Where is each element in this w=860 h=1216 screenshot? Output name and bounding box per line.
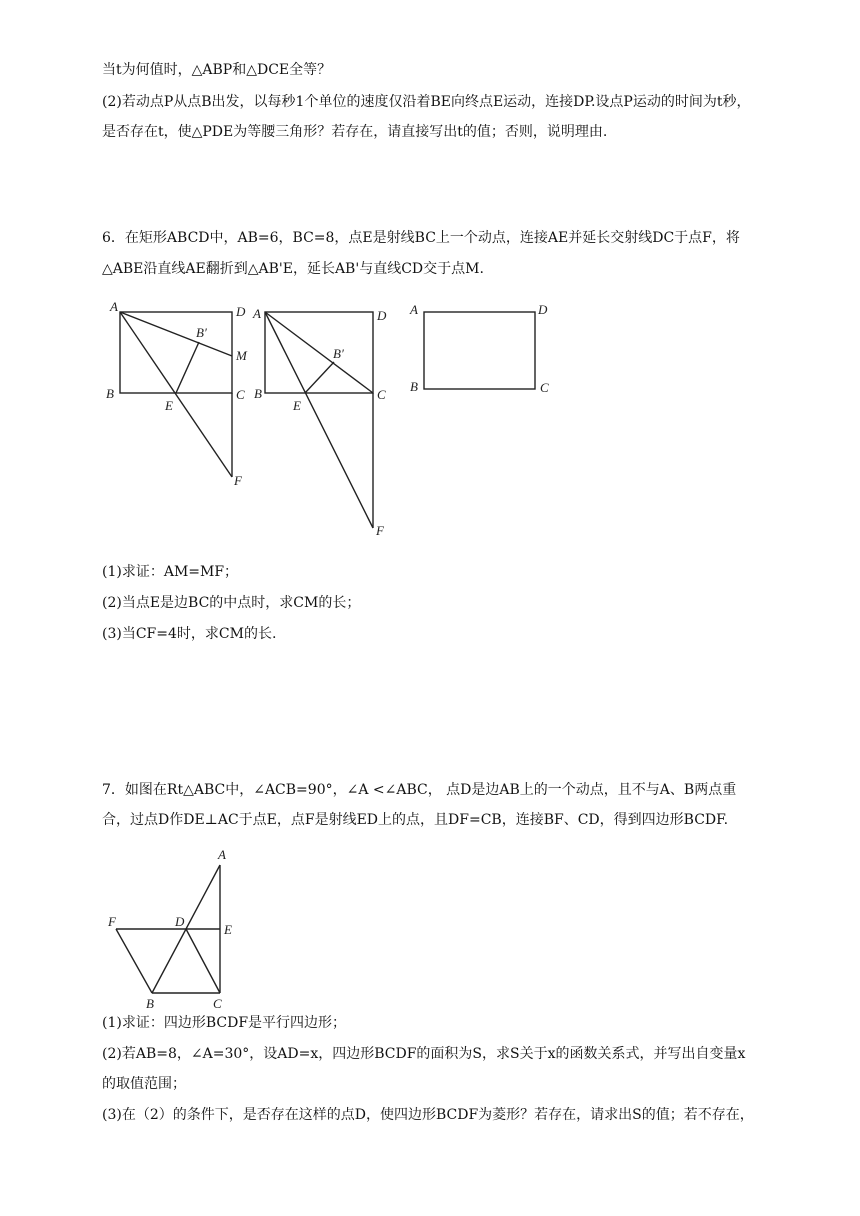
point-label: E [293,398,301,413]
point-label: A [410,302,418,317]
point-label: C [540,380,549,395]
text-line: (2)若动点P从点B出发，以每秒1个单位的速度仅沿着BE向终点E运动，连接DP.设点P运动的时间为t秒， [102,94,751,110]
point-label: B [106,386,114,401]
question-item: 的取值范围； [102,1076,186,1092]
point-label: A [110,299,118,314]
point-label: D [236,304,246,319]
question-item: (2)若AB=8，∠A=30°，设AD=x，四边形BCDF的面积为S，求S关于x的函数关系式，并写出自变量x [102,1046,746,1062]
point-label: M [236,348,247,363]
point-label: F [376,523,384,538]
point-label: D [377,308,387,323]
point-label: D [175,914,185,929]
point-label: A [253,306,261,321]
problem-6-stem: 6．在矩形ABCD中，AB=6，BC=8，点E是射线BC上一个动点，连接AE并延长交射线DC于点F，将 [102,230,740,246]
point-label: B [410,379,418,394]
text-line: 当t为何值时，△ABP和△DCE全等？ [102,62,332,78]
question-item: (3)在（2）的条件下，是否存在这样的点D，使四边形BCDF为菱形？若存在，请求出S的值；若不存在， [102,1107,754,1123]
question-item: (1)求证：四边形BCDF是平行四边形； [102,1015,347,1031]
point-label: B [254,386,262,401]
problem-7-stem: 合，过点D作DE⊥AC于点E，点F是射线ED上的点，且DF=CB，连接BF、CD，得到四边形BCDF. [102,812,729,828]
problem-6-stem: △ABE沿直线AE翻折到△AB'E，延长AB'与直线CD交于点M. [102,261,484,277]
point-label: B′ [196,325,207,340]
point-label: A [218,847,226,862]
point-label: B [146,996,154,1011]
question-item: (3)当CF=4时，求CM的长. [102,626,277,642]
point-label: E [224,922,232,937]
point-label: F [234,473,242,488]
point-label: D [538,302,548,317]
problem-7-stem: 7．如图在Rt△ABC中，∠ACB=90°，∠A <∠ABC， 点D是边AB上的一个动点，且不与A、B两点重 [102,782,737,798]
question-item: (2)当点E是边BC的中点时，求CM的长； [102,595,361,611]
point-label: B′ [333,346,344,361]
question-item: (1)求证：AM=MF； [102,564,239,580]
point-label: E [165,398,173,413]
point-label: C [213,996,222,1011]
point-label: F [108,914,116,929]
point-label: C [377,387,386,402]
text-line: 是否存在t，使△PDE为等腰三角形？若存在，请直接写出t的值；否则，说明理由. [102,124,608,140]
point-label: C [236,387,245,402]
